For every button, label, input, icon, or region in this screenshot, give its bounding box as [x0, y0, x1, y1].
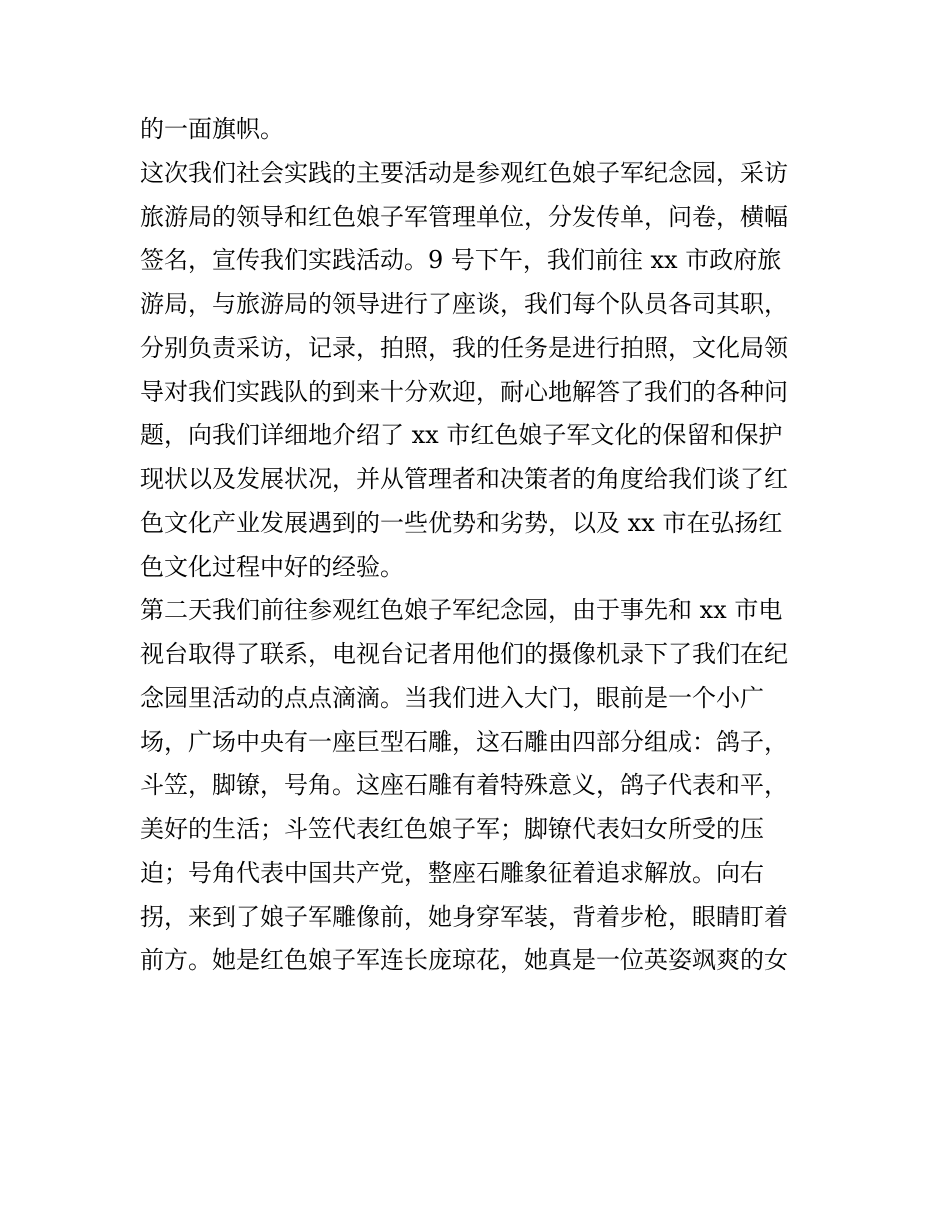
text-line: 游局，与旅游局的领导进行了座谈，我们每个队员各司其职，: [140, 290, 788, 318]
body-text: [140, 108, 820, 983]
text-line: 色文化过程中好的经验。: [140, 552, 404, 581]
text-line: 念园里活动的点点滴滴。当我们进入大门，眼前是一个小广: [140, 683, 764, 712]
text-line: 这次我们社会实践的主要活动是参观红色娘子军纪念园，采访: [140, 158, 788, 187]
text-line: 拐，来到了娘子军雕像前，她身穿军装，背着步枪，眼睛盯着: [140, 902, 788, 931]
text-line: 签名，宣传我们实践活动。9 号下午，我们前往 xx 市政府旅: [140, 246, 782, 275]
text-line: 现状以及发展状况，并从管理者和决策者的角度给我们谈了红: [140, 465, 788, 493]
text-line: 场，广场中央有一座巨型石雕，这石雕由四部分组成：鸽子，: [140, 727, 788, 756]
text-line: 前方。她是红色娘子军连长庞琼花，她真是一位英姿飒爽的女: [140, 946, 788, 975]
text-line: 的一面旗帜。: [140, 115, 284, 143]
text-line: 第二天我们前往参观红色娘子军纪念园，由于事先和 xx 市电: [140, 596, 783, 625]
text-line: 色文化产业发展遇到的一些优势和劣势，以及 xx 市在弘扬红: [140, 508, 783, 537]
text-line: 分别负责采访，记录，拍照，我的任务是进行拍照，文化局领: [140, 333, 788, 362]
text-line: 斗笠，脚镣，号角。这座石雕有着特殊意义，鸽子代表和平，: [140, 771, 788, 800]
text-line: 导对我们实践队的到来十分欢迎，耐心地解答了我们的各种问: [140, 377, 788, 406]
text-line: 美好的生活；斗笠代表红色娘子军；脚镣代表妇女所受的压: [140, 815, 764, 843]
text-line: 旅游局的领导和红色娘子军管理单位，分发传单，问卷，横幅: [140, 202, 788, 231]
text-line: 迫；号角代表中国共产党，整座石雕象征着追求解放。向右: [140, 858, 764, 887]
text-line: 视台取得了联系，电视台记者用他们的摄像机录下了我们在纪: [140, 640, 788, 668]
text-line: 题，向我们详细地介绍了 xx 市红色娘子军文化的保留和保护: [140, 421, 783, 450]
